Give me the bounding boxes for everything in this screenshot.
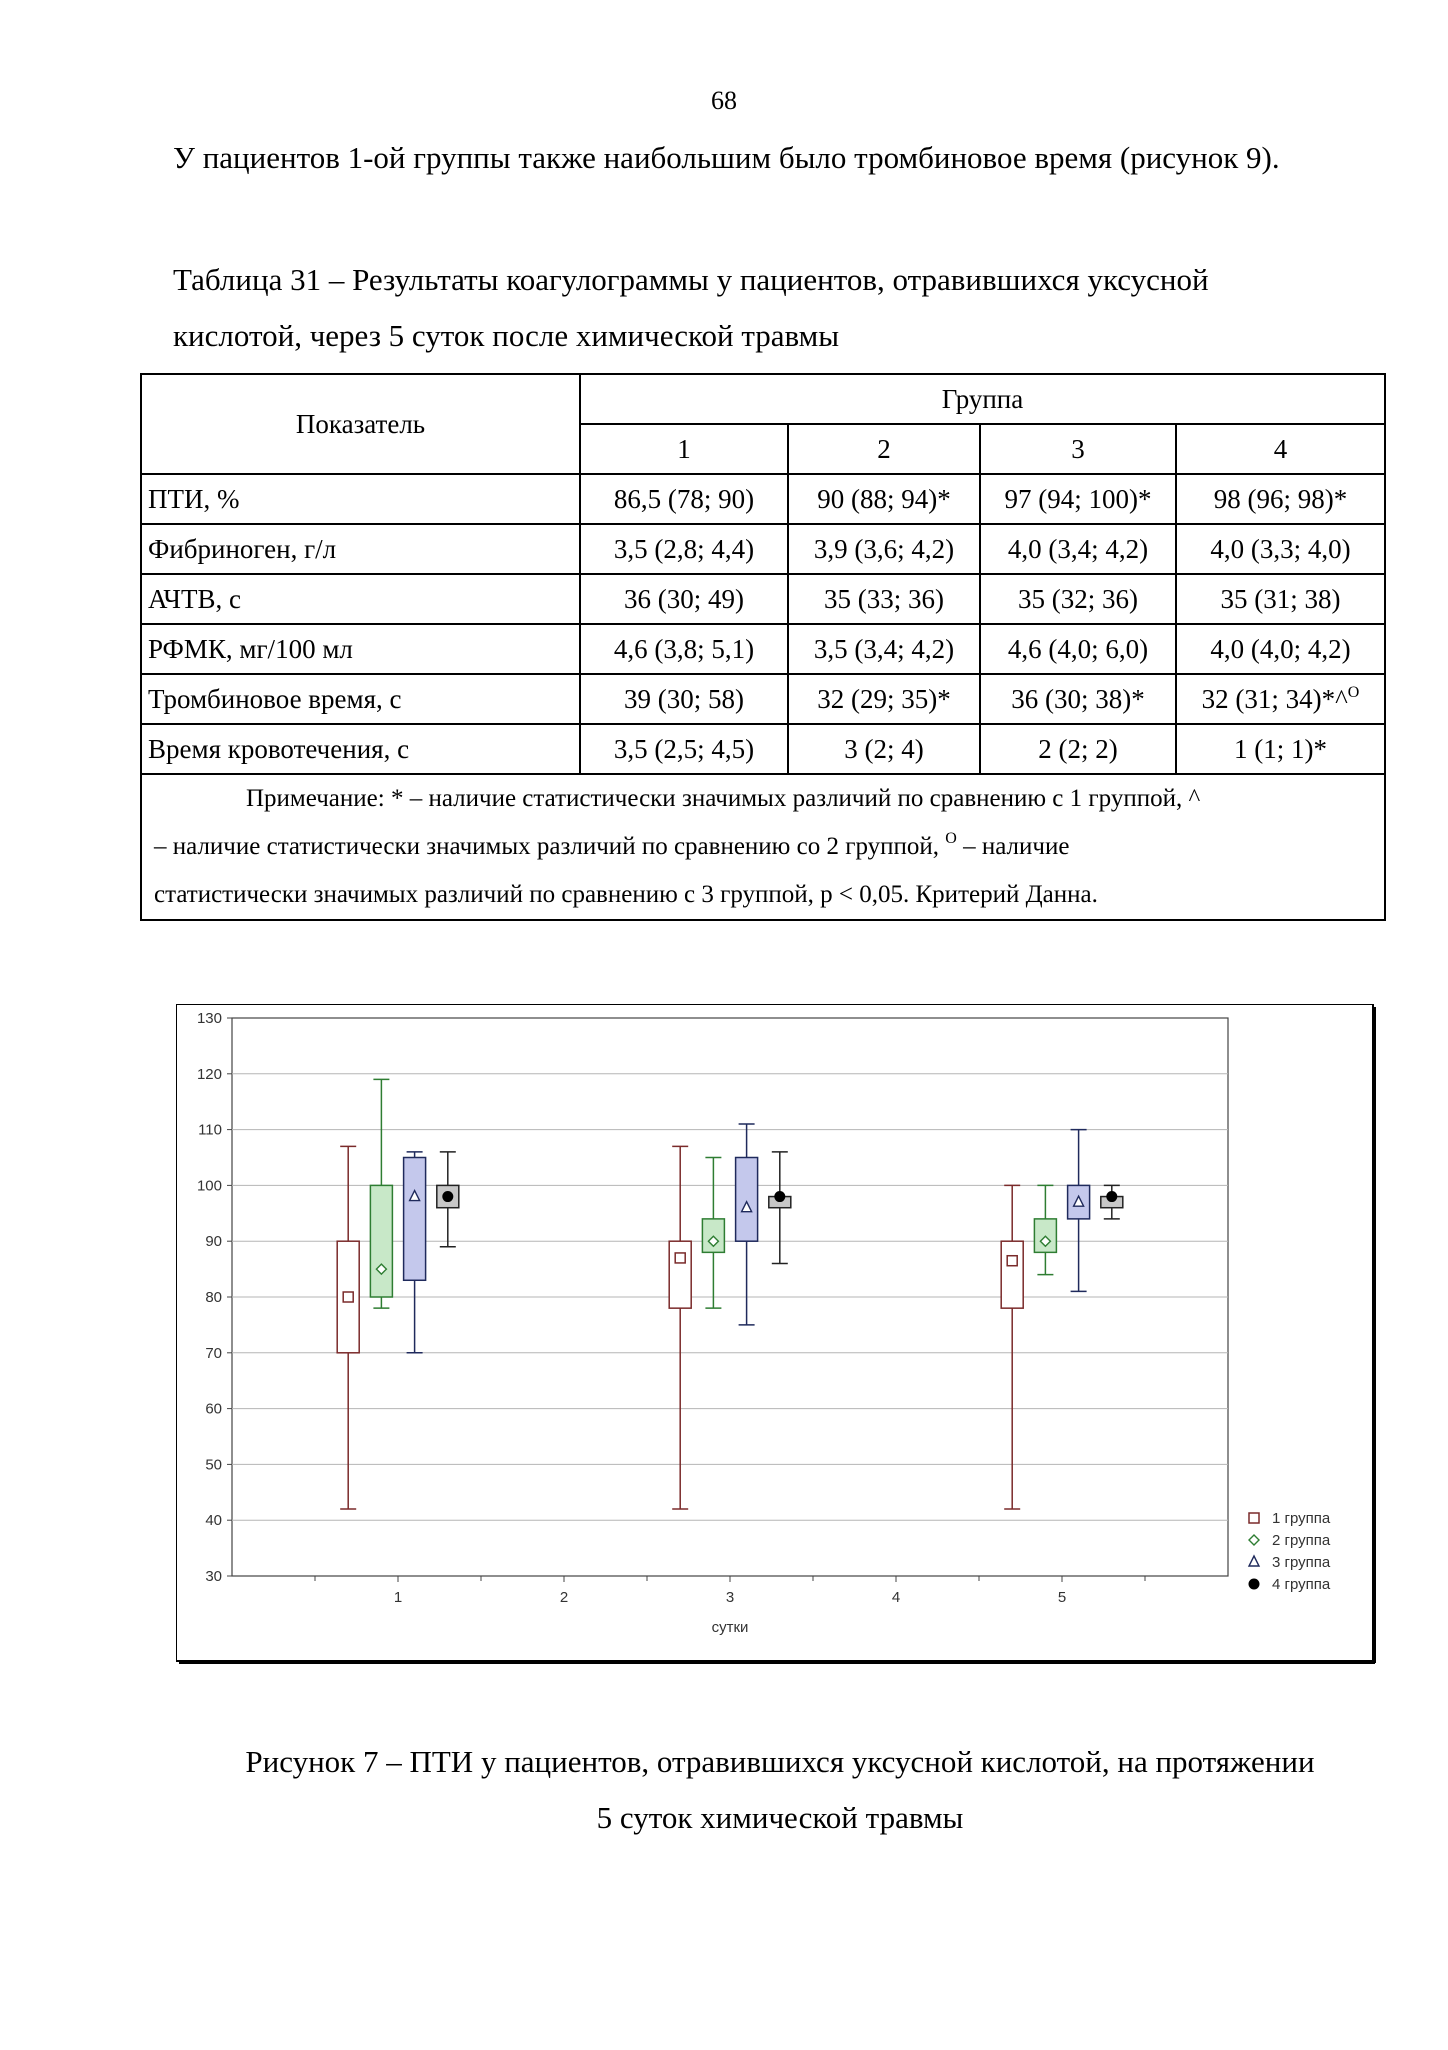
table-cell: 3 (2; 4)	[788, 724, 980, 774]
table-cell: 4,0 (3,3; 4,0)	[1176, 524, 1385, 574]
table-cell: 4,0 (4,0; 4,2)	[1176, 624, 1385, 674]
row-label: Время кровотечения, с	[141, 724, 580, 774]
group-number: 1	[580, 424, 788, 474]
median-marker	[343, 1292, 353, 1302]
table-cell: 3,5 (2,5; 4,5)	[580, 724, 788, 774]
table-cell: 98 (96; 98)*	[1176, 474, 1385, 524]
group-number: 3	[980, 424, 1176, 474]
median-marker	[443, 1192, 453, 1202]
median-marker	[775, 1192, 785, 1202]
box	[370, 1185, 392, 1297]
median-marker	[675, 1253, 685, 1263]
page-number: 68	[711, 86, 737, 115]
note-part-4: статистически значимых различий по сравнению с 3 группой, р < 0,05. Критерий Данна.	[154, 881, 1098, 908]
y-tick-label: 80	[205, 1289, 222, 1306]
legend-label: 1 группа	[1272, 1510, 1331, 1527]
table-caption-line-1: Таблица 31 – Результаты коагулограммы у пациентов, отравившихся уксусной	[173, 262, 1209, 297]
legend-marker	[1249, 1513, 1259, 1523]
x-axis-label: сутки	[711, 1619, 749, 1636]
median-marker	[1107, 1192, 1117, 1202]
y-tick-label: 130	[196, 1010, 222, 1027]
note-part-1: Примечание: * – наличие статистически значимых различий по сравнению с 1 группой, ^	[246, 785, 1201, 812]
table-caption-line-2: кислотой, через 5 суток после химической травмы	[173, 318, 840, 353]
y-tick-label: 120	[196, 1065, 222, 1083]
y-tick-label: 50	[205, 1456, 222, 1474]
legend-marker	[1249, 1579, 1259, 1589]
table-cell: 36 (30; 49)	[580, 574, 788, 624]
table-row	[141, 524, 1385, 574]
figure-caption	[0, 1734, 1448, 1846]
table-cell: 35 (33; 36)	[788, 574, 980, 624]
table-note	[141, 774, 1385, 920]
y-tick-label: 70	[205, 1344, 222, 1362]
coagulogram-table	[140, 373, 1386, 921]
table-cell: 4,6 (3,8; 5,1)	[580, 624, 788, 674]
legend-label: 2 группа	[1272, 1532, 1331, 1549]
table-cell: 35 (32; 36)	[980, 574, 1176, 624]
median-marker	[1007, 1256, 1017, 1266]
y-tick-label: 40	[205, 1512, 222, 1530]
row-label: Фибриноген, г/л	[141, 524, 580, 574]
x-tick-label: 1	[393, 1589, 403, 1606]
table-cell-value: 32 (31; 34)*^	[1201, 684, 1348, 714]
row-label: ПТИ, %	[141, 474, 580, 524]
table-cell: 86,5 (78; 90)	[580, 474, 788, 524]
table-row	[141, 574, 1385, 624]
table-row	[141, 724, 1385, 774]
superscript-mark: O	[1347, 684, 1360, 701]
table-row	[141, 474, 1385, 524]
x-tick-label: 3	[725, 1589, 735, 1606]
group-number: 4	[1176, 424, 1385, 474]
y-tick-label: 30	[205, 1568, 222, 1585]
y-tick-label: 100	[196, 1177, 222, 1195]
row-label: РФМК, мг/100 мл	[141, 624, 580, 674]
table-row	[141, 674, 1385, 724]
table-cell: 3,5 (2,8; 4,4)	[580, 524, 788, 574]
table-cell: 97 (94; 100)*	[980, 474, 1176, 524]
legend-label: 3 группа	[1272, 1554, 1331, 1571]
box	[669, 1241, 691, 1308]
note-part-3: – наличие	[956, 833, 1070, 860]
box	[1001, 1241, 1023, 1308]
table-cell: 36 (30; 38)*	[980, 674, 1176, 724]
legend-label: 4 группа	[1272, 1576, 1331, 1593]
superscript-mark: O	[945, 830, 957, 847]
x-tick-label: 2	[559, 1589, 569, 1606]
table-cell: 90 (88; 94)*	[788, 474, 980, 524]
row-label: АЧТВ, с	[141, 574, 580, 624]
box	[404, 1158, 426, 1281]
table-cell: 3,5 (3,4; 4,2)	[788, 624, 980, 674]
figure-chart	[176, 1004, 1376, 1669]
table-cell: 4,6 (4,0; 6,0)	[980, 624, 1176, 674]
table-cell	[1176, 674, 1385, 724]
intro-paragraph: У пациентов 1-ой группы также наибольшим было тромбиновое время (рисунок 9).	[173, 140, 1280, 175]
table-cell: 2 (2; 2)	[980, 724, 1176, 774]
table-cell: 39 (30; 58)	[580, 674, 788, 724]
table-cell: 1 (1; 1)*	[1176, 724, 1385, 774]
x-tick-label: 4	[891, 1589, 901, 1606]
x-tick-label: 5	[1057, 1589, 1067, 1606]
boxplot-chart	[176, 1004, 1376, 1664]
y-tick-label: 90	[205, 1233, 222, 1251]
table-cell: 32 (29; 35)*	[788, 674, 980, 724]
table-caption	[173, 252, 1383, 364]
figure-caption-line-1: Рисунок 7 – ПТИ у пациентов, отравившихся уксусной кислотой, на протяжении	[245, 1744, 1315, 1779]
table-cell: 35 (31; 38)	[1176, 574, 1385, 624]
note-part-2: – наличие статистически значимых различий по сравнению со 2 группой,	[154, 833, 946, 860]
table-cell: 3,9 (3,6; 4,2)	[788, 524, 980, 574]
row-label: Тромбиновое время, с	[141, 674, 580, 724]
y-tick-label: 110	[198, 1121, 222, 1139]
y-tick-label: 60	[205, 1400, 222, 1418]
header-indicator: Показатель	[141, 374, 580, 474]
figure-caption-line-2: 5 суток химической травмы	[596, 1800, 964, 1835]
header-group: Группа	[580, 374, 1385, 424]
table-cell: 4,0 (3,4; 4,2)	[980, 524, 1176, 574]
table-row	[141, 624, 1385, 674]
box	[736, 1158, 758, 1242]
group-number: 2	[788, 424, 980, 474]
